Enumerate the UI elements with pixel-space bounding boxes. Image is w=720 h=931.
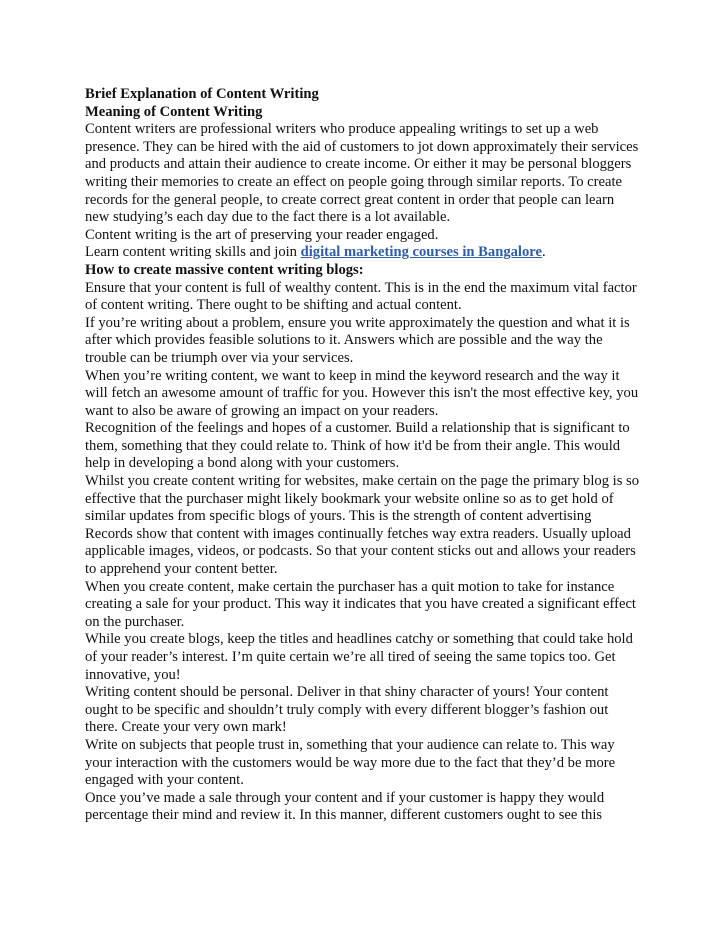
document-title: Brief Explanation of Content Writing: [85, 86, 319, 102]
body-paragraph: Recognition of the feelings and hopes of a customer. Build a relationship that is significant to them, something that they could relate to. Think of how it'd be from their angle. This would help in developing a bond along with your customers.: [85, 420, 630, 472]
body-paragraph: If you’re writing about a problem, ensure you write approximately the question and what it is after which provides feasible solutions to it. Answers which are possible and the way the trouble can be triumph over via your services.: [85, 314, 630, 366]
learn-paragraph: [85, 244, 640, 262]
document-subtitle: Meaning of Content Writing: [85, 103, 263, 120]
section-heading: How to create massive content writing blogs:: [85, 261, 364, 278]
body-paragraph: While you create blogs, keep the titles and headlines catchy or something that could take hold of your reader’s interest. I’m quite certain we’re all tired of seeing the same topics too. Get innovative, you!: [85, 631, 633, 683]
body-paragraph: Write on subjects that people trust in, something that your audience can relate to. This way your interaction with the customers would be way more due to the fact that they’d be more engaged with your content.: [85, 736, 616, 789]
learn-suffix: .: [541, 244, 546, 261]
body-paragraph: When you create content, make certain the purchaser has a quit motion to take for instance creating a sale for your product. This way it indicates that you have created a significant effect on the purchaser.: [85, 578, 636, 630]
learn-prefix: Learn content writing skills and join: [85, 244, 301, 261]
document-body: [85, 86, 640, 825]
body-paragraph: Once you’ve made a sale through your content and if your customer is happy they would percentage their mind and review it. In this manner, different customers ought to see this: [85, 789, 605, 824]
body-paragraph: Ensure that your content is full of wealthy content. This is in the end the maximum vital factor of content writing. There ought to be shifting and actual content.: [85, 279, 637, 314]
definition-paragraph: Content writing is the art of preserving your reader engaged.: [85, 226, 439, 243]
digital-marketing-courses-link[interactable]: digital marketing courses in Bangalore: [300, 244, 542, 261]
body-paragraph: Whilst you create content writing for websites, make certain on the page the primary blog is so effective that the purchaser might likely bookmark your website online so as to get hold of similar updates from specific blogs of yours. This is the strength of content advertising: [85, 473, 639, 525]
body-paragraph: Writing content should be personal. Deliver in that shiny character of yours! Your content ought to be specific and shouldn’t truly comply with every different blogger’s fashion out there. Create your very own mark!: [85, 684, 609, 736]
body-paragraph: When you’re writing content, we want to keep in mind the keyword research and the way it will fetch an awesome amount of traffic for you. However this isn't the most effective key, you want to also be aware of growing an impact on your readers.: [85, 367, 639, 419]
body-paragraph: Records show that content with images continually fetches way extra readers. Usually upload applicable images, videos, or podcasts. So that your content sticks out and allows your readers to apprehend your content better.: [85, 525, 636, 578]
intro-paragraph: Content writers are professional writers who produce appealing writings to set up a web presence. They can be hired with the aid of customers to jot down approximately their services and products and attain their audience to create income. Or either it may be personal bloggers writing their memories to create an effect on people going through similar reports. To create records for the general people, to create correct great content in order that people can learn new studying’s each day due to the fact there is a lot available.: [85, 121, 639, 226]
